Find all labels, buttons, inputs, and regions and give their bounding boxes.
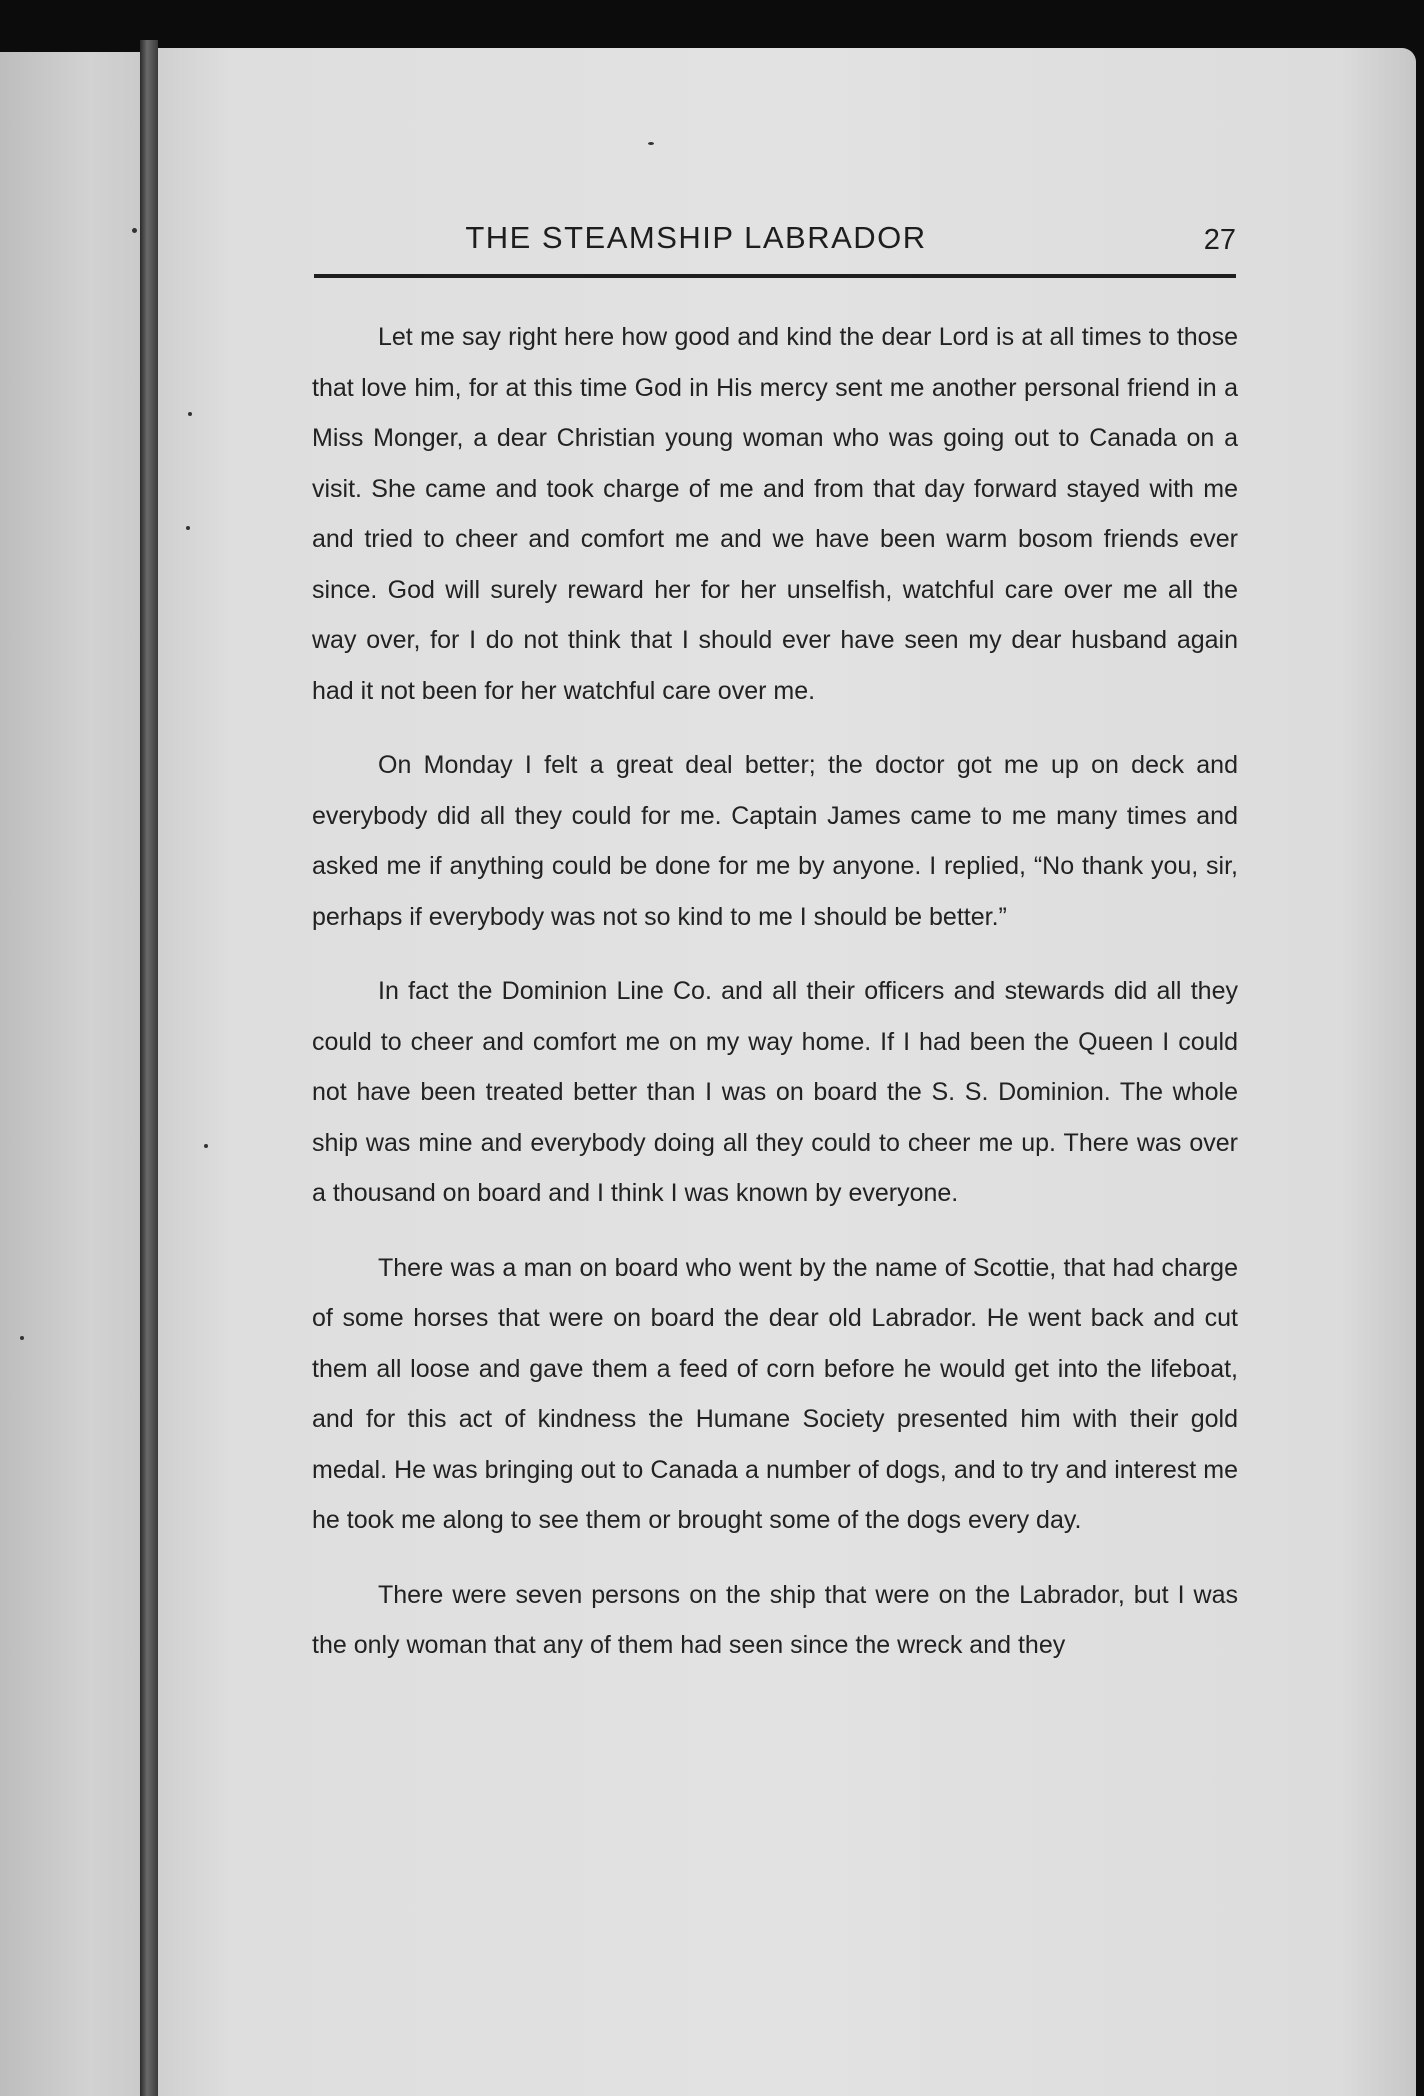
page-number: 27: [1203, 224, 1236, 256]
scan-speck: [204, 1144, 208, 1148]
scan-speck: [188, 412, 192, 416]
running-title: THE STEAMSHIP LABRADOR: [465, 220, 927, 255]
scan-speck: [20, 1336, 24, 1340]
page-header: [156, 220, 1236, 270]
scan-speck: [648, 142, 654, 145]
paragraph: On Monday I felt a great deal better; the doctor got me up on deck and everybody did all they could for me. Captain James came to me many times and asked me if anything could be done for me by anyone. I replied, “No thank you, sir, perhaps if everybody was not so kind to me I should be better.”: [312, 751, 1238, 931]
scan-speck: [132, 228, 137, 233]
paragraph: There was a man on board who went by the name of Scottie, that had charge of some horses that were on board the dear old Labrador. He went back and cut them all loose and gave them a feed of corn before he would get into the lifeboat, and for this act of kindness the Humane Society presented him with their gold medal. He was bringing out to Canada a number of dogs, and to try and interest me he took me along to see them or brought some of the dogs every day.: [312, 1253, 1238, 1534]
book-binding: [140, 40, 158, 2096]
scan-speck: [186, 526, 190, 530]
header-rule: [314, 274, 1236, 278]
paragraph: In fact the Dominion Line Co. and all their officers and stewards did all they could to cheer and comfort me on my way home. If I had been the Queen I could not have been treated better than I was on board the S. S. Dominion. The whole ship was mine and everybody doing all they could to cheer me up. There was over a thousand on board and I think I was known by everyone.: [312, 977, 1238, 1207]
body-text: [312, 312, 1238, 1695]
previous-page-edge: [0, 52, 150, 2096]
paragraph: Let me say right here how good and kind the dear Lord is at all times to those that love him, for at this time God in His mercy sent me another personal friend in a Miss Monger, a dear Christian young woman who was going out to Canada on a visit. She came and took charge of me and from that day forward stayed with me and tried to cheer and comfort me and we have been warm bosom friends ever since. God will surely reward her for her unselfish, watchful care over me all the way over, for I do not think that I should ever have seen my dear husband again had it not been for her watchful care over me.: [312, 323, 1238, 705]
paragraph: There were seven persons on the ship that were on the Labrador, but I was the only woman that any of them had seen since the wreck and they: [312, 1580, 1238, 1659]
